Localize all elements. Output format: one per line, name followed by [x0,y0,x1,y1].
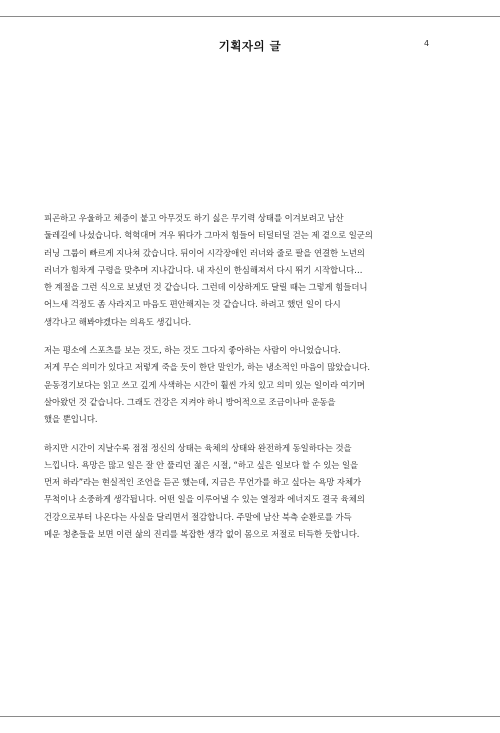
text-line: 한 계절을 그런 식으로 보냈던 것 같습니다. 그런데 이상하게도 달릴 때는 그렇게 힘들더니 [44,282,368,293]
text-line: 하지만 시간이 지날수록 점점 정신의 상태는 육체의 상태와 완전하게 동일하다는 것을 [44,442,352,453]
body-text [44,210,464,554]
text-line: 했을 뿐입니다. [44,414,98,425]
text-line: 생각나고 해봐야겠다는 의욕도 생깁니다. [44,316,192,327]
page-number: 4 [424,39,430,48]
text-line: 느낍니다. 욕망은 많고 일은 잘 안 풀리던 젊은 시절, “하고 싶은 일보다 할 수 있는 일을 [44,459,359,470]
text-line: 피곤하고 우울하고 체증이 붙고 아무것도 하기 싫은 무기력 상태를 이겨보려고 남산 [44,213,344,223]
top-rule [0,16,500,17]
text-line: 무척이나 소중하게 생각됩니다. 어떤 일을 이루어낼 수 있는 열정과 에너지도 결국 육체의 [44,494,365,505]
paragraph-2 [44,342,464,428]
text-line: 저는 평소에 스포츠를 보는 것도, 하는 것도 그다지 좋아하는 사람이 아니었습니다. [44,345,341,356]
text-line: 살아왔던 것 같습니다. 그래도 건강은 지켜야 하니 방어적으로 조금이나마 운동을 [44,396,336,407]
text-line: 운동경기보다는 읽고 쓰고 깊게 사색하는 시간이 훨씬 가치 있고 의미 있는 일이라 여기며 [44,379,365,390]
text-line: 저게 무슨 의미가 있다고 저렇게 죽을 듯이 한단 말인가, 하는 냉소적인 마음이 많았습니다. [44,362,371,373]
text-line: 먼저 하라”라는 현실적인 조언을 듣곤 했는데, 지금은 무언가를 하고 싶다는 욕망 자체가 [44,477,362,488]
text-line: 러닝 그룹이 빠르게 지나쳐 갔습니다. 뒤이어 시각장애인 러너와 줄로 팔을 연결한 노년의 [44,247,365,258]
text-line: 어느새 걱정도 좀 사라지고 마음도 편안해지는 것 같습니다. 하려고 했던 일이 다시 [44,299,341,310]
text-line: 메운 청춘들을 보면 이런 삶의 진리를 복잡한 생각 없이 몸으로 저절로 터득한 듯합니다. [44,529,360,540]
bottom-rule [0,716,500,717]
paragraph-1 [44,210,464,331]
paragraph-3 [44,440,464,544]
page-title: 기획자의 글 [218,39,282,53]
text-line: 러너가 힘차게 구령을 맞추며 지나갑니다. 내 자신이 한심해져서 다시 뛰기 시작합니다… [44,264,363,275]
text-line: 둘레길에 나섰습니다. 헉헉대며 겨우 뛰다가 그마저 힘들어 터덜터덜 걷는 제 곁으로 일군의 [44,230,373,241]
text-line: 건강으로부터 나온다는 사실을 달리면서 절감합니다. 주말에 남산 북측 순환로를 가득 [44,511,352,522]
